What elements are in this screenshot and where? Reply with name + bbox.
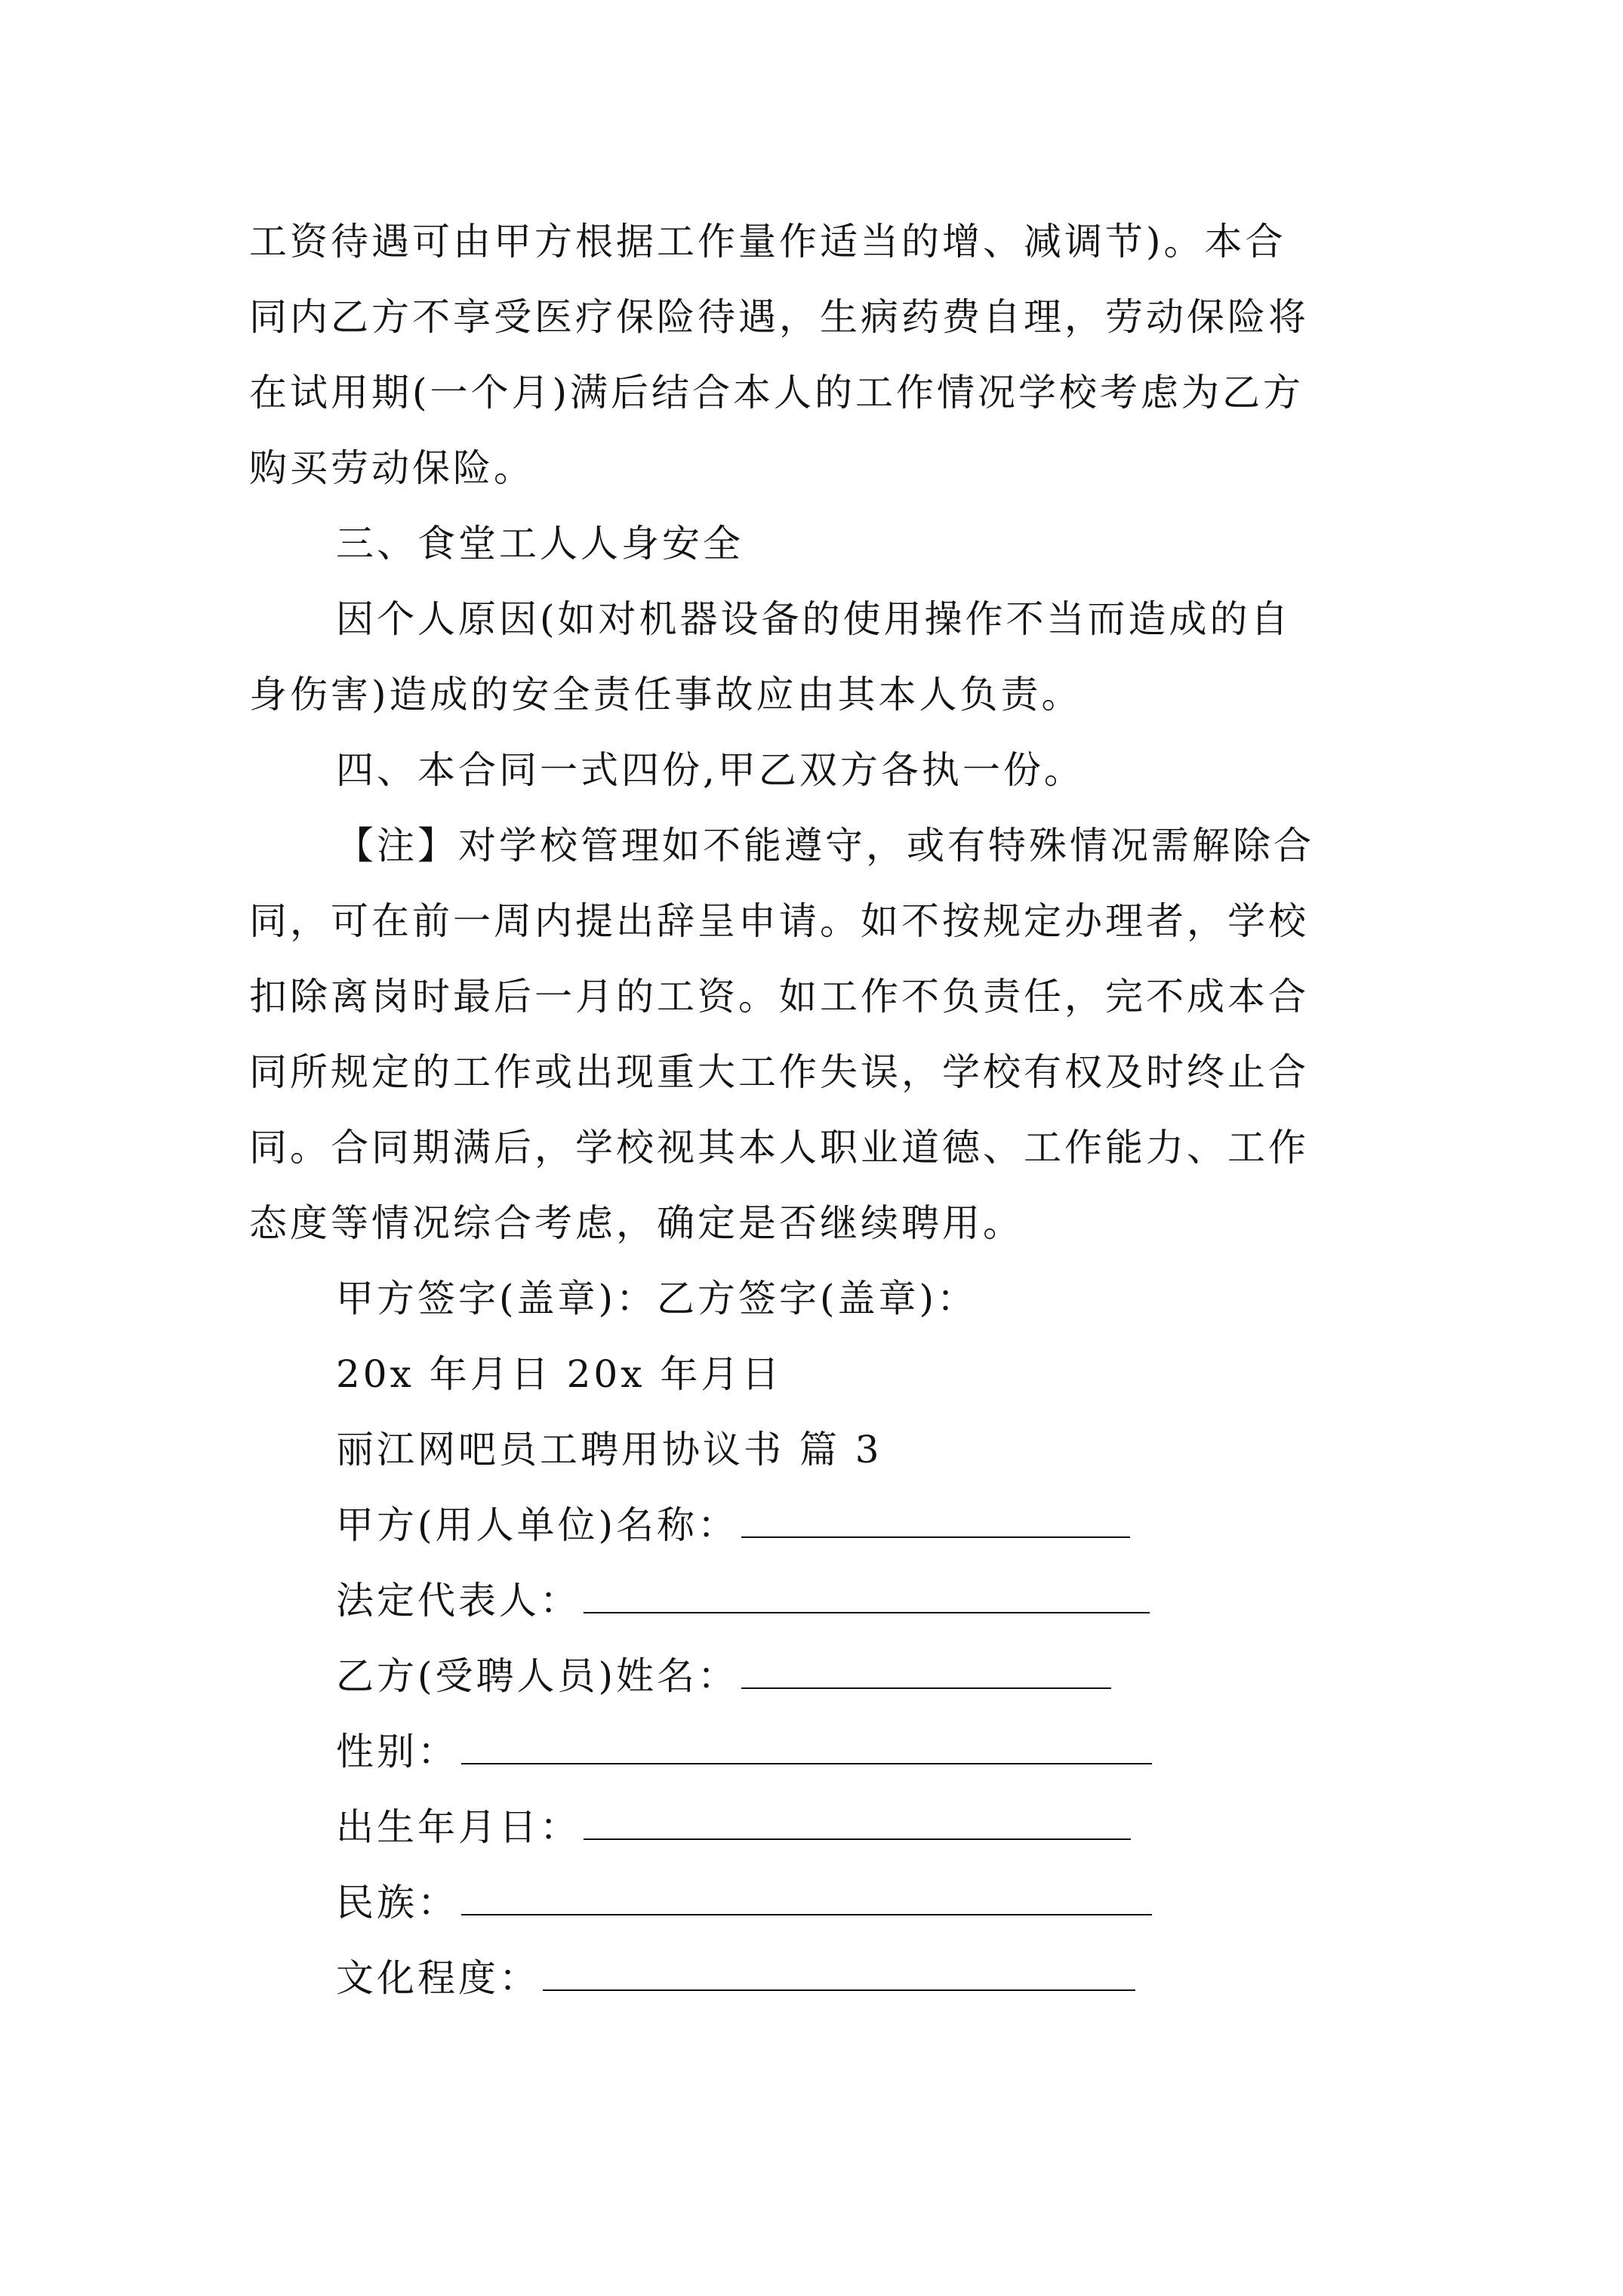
note-line: 同，可在前一周内提出辞呈申请。如不按规定办理者，学校 xyxy=(249,899,1309,943)
note-line: 同。合同期满后，学校视其本人职业道德、工作能力、工作 xyxy=(249,1126,1309,1170)
paragraph-line: 在试用期(一个月)满后结合本人的工作情况学校考虑为乙方 xyxy=(249,371,1304,415)
form-field-gender xyxy=(336,1714,1152,1789)
form-field-legal-representative xyxy=(336,1563,1150,1638)
form-field-birth-date xyxy=(336,1789,1131,1865)
paragraph-line: 因个人原因(如对机器设备的使用操作不当而造成的自 xyxy=(336,597,1292,641)
fill-in-blank xyxy=(741,1491,1130,1538)
field-label: 甲方(用人单位)名称： xyxy=(336,1503,739,1547)
signature-line: 甲方签字(盖章)：乙方签字(盖章)： xyxy=(336,1277,978,1321)
fill-in-blank xyxy=(461,1869,1152,1915)
form-field-education xyxy=(336,1940,1135,2016)
paragraph-line: 同内乙方不享受医疗保险待遇，生病药费自理，劳动保险将 xyxy=(249,295,1309,339)
date-line: 20x 年月日 20x 年月日 xyxy=(336,1352,783,1396)
field-label: 法定代表人： xyxy=(336,1579,581,1623)
fill-in-blank xyxy=(741,1642,1111,1689)
paragraph-line: 身伤害)造成的安全责任事故应由其本人负责。 xyxy=(249,673,1083,717)
form-field-ethnicity xyxy=(336,1865,1152,1940)
paragraph-line: 工资待遇可由甲方根据工作量作适当的增、减调节)。本合 xyxy=(249,220,1286,264)
field-label: 出生年月日： xyxy=(336,1805,581,1849)
note-line: 【注】对学校管理如不能遵守，或有特殊情况需解除合 xyxy=(336,824,1314,868)
fill-in-blank xyxy=(543,1944,1135,1991)
form-field-employer-name xyxy=(336,1487,1130,1563)
fill-in-blank xyxy=(584,1567,1150,1613)
paragraph-line: 购买劳动保险。 xyxy=(249,446,534,490)
section-item: 四、本合同一式四份,甲乙双方各执一份。 xyxy=(336,748,1085,792)
fill-in-blank xyxy=(461,1718,1152,1764)
note-line: 同所规定的工作或出现重大工作失误，学校有权及时终止合 xyxy=(249,1050,1309,1094)
field-label: 文化程度： xyxy=(336,1956,540,2000)
fill-in-blank xyxy=(584,1793,1131,1840)
field-label: 乙方(受聘人员)姓名： xyxy=(336,1654,739,1698)
note-line: 扣除离岗时最后一月的工资。如工作不负责任，完不成本合 xyxy=(249,975,1309,1019)
form-field-employee-name xyxy=(336,1638,1111,1714)
section-heading: 三、食堂工人人身安全 xyxy=(336,522,744,566)
field-label: 民族： xyxy=(336,1881,458,1925)
agreement-title: 丽江网吧员工聘用协议书 篇 3 xyxy=(336,1428,882,1472)
note-line: 态度等情况综合考虑，确定是否继续聘用。 xyxy=(249,1201,1024,1245)
field-label: 性别： xyxy=(336,1730,458,1774)
